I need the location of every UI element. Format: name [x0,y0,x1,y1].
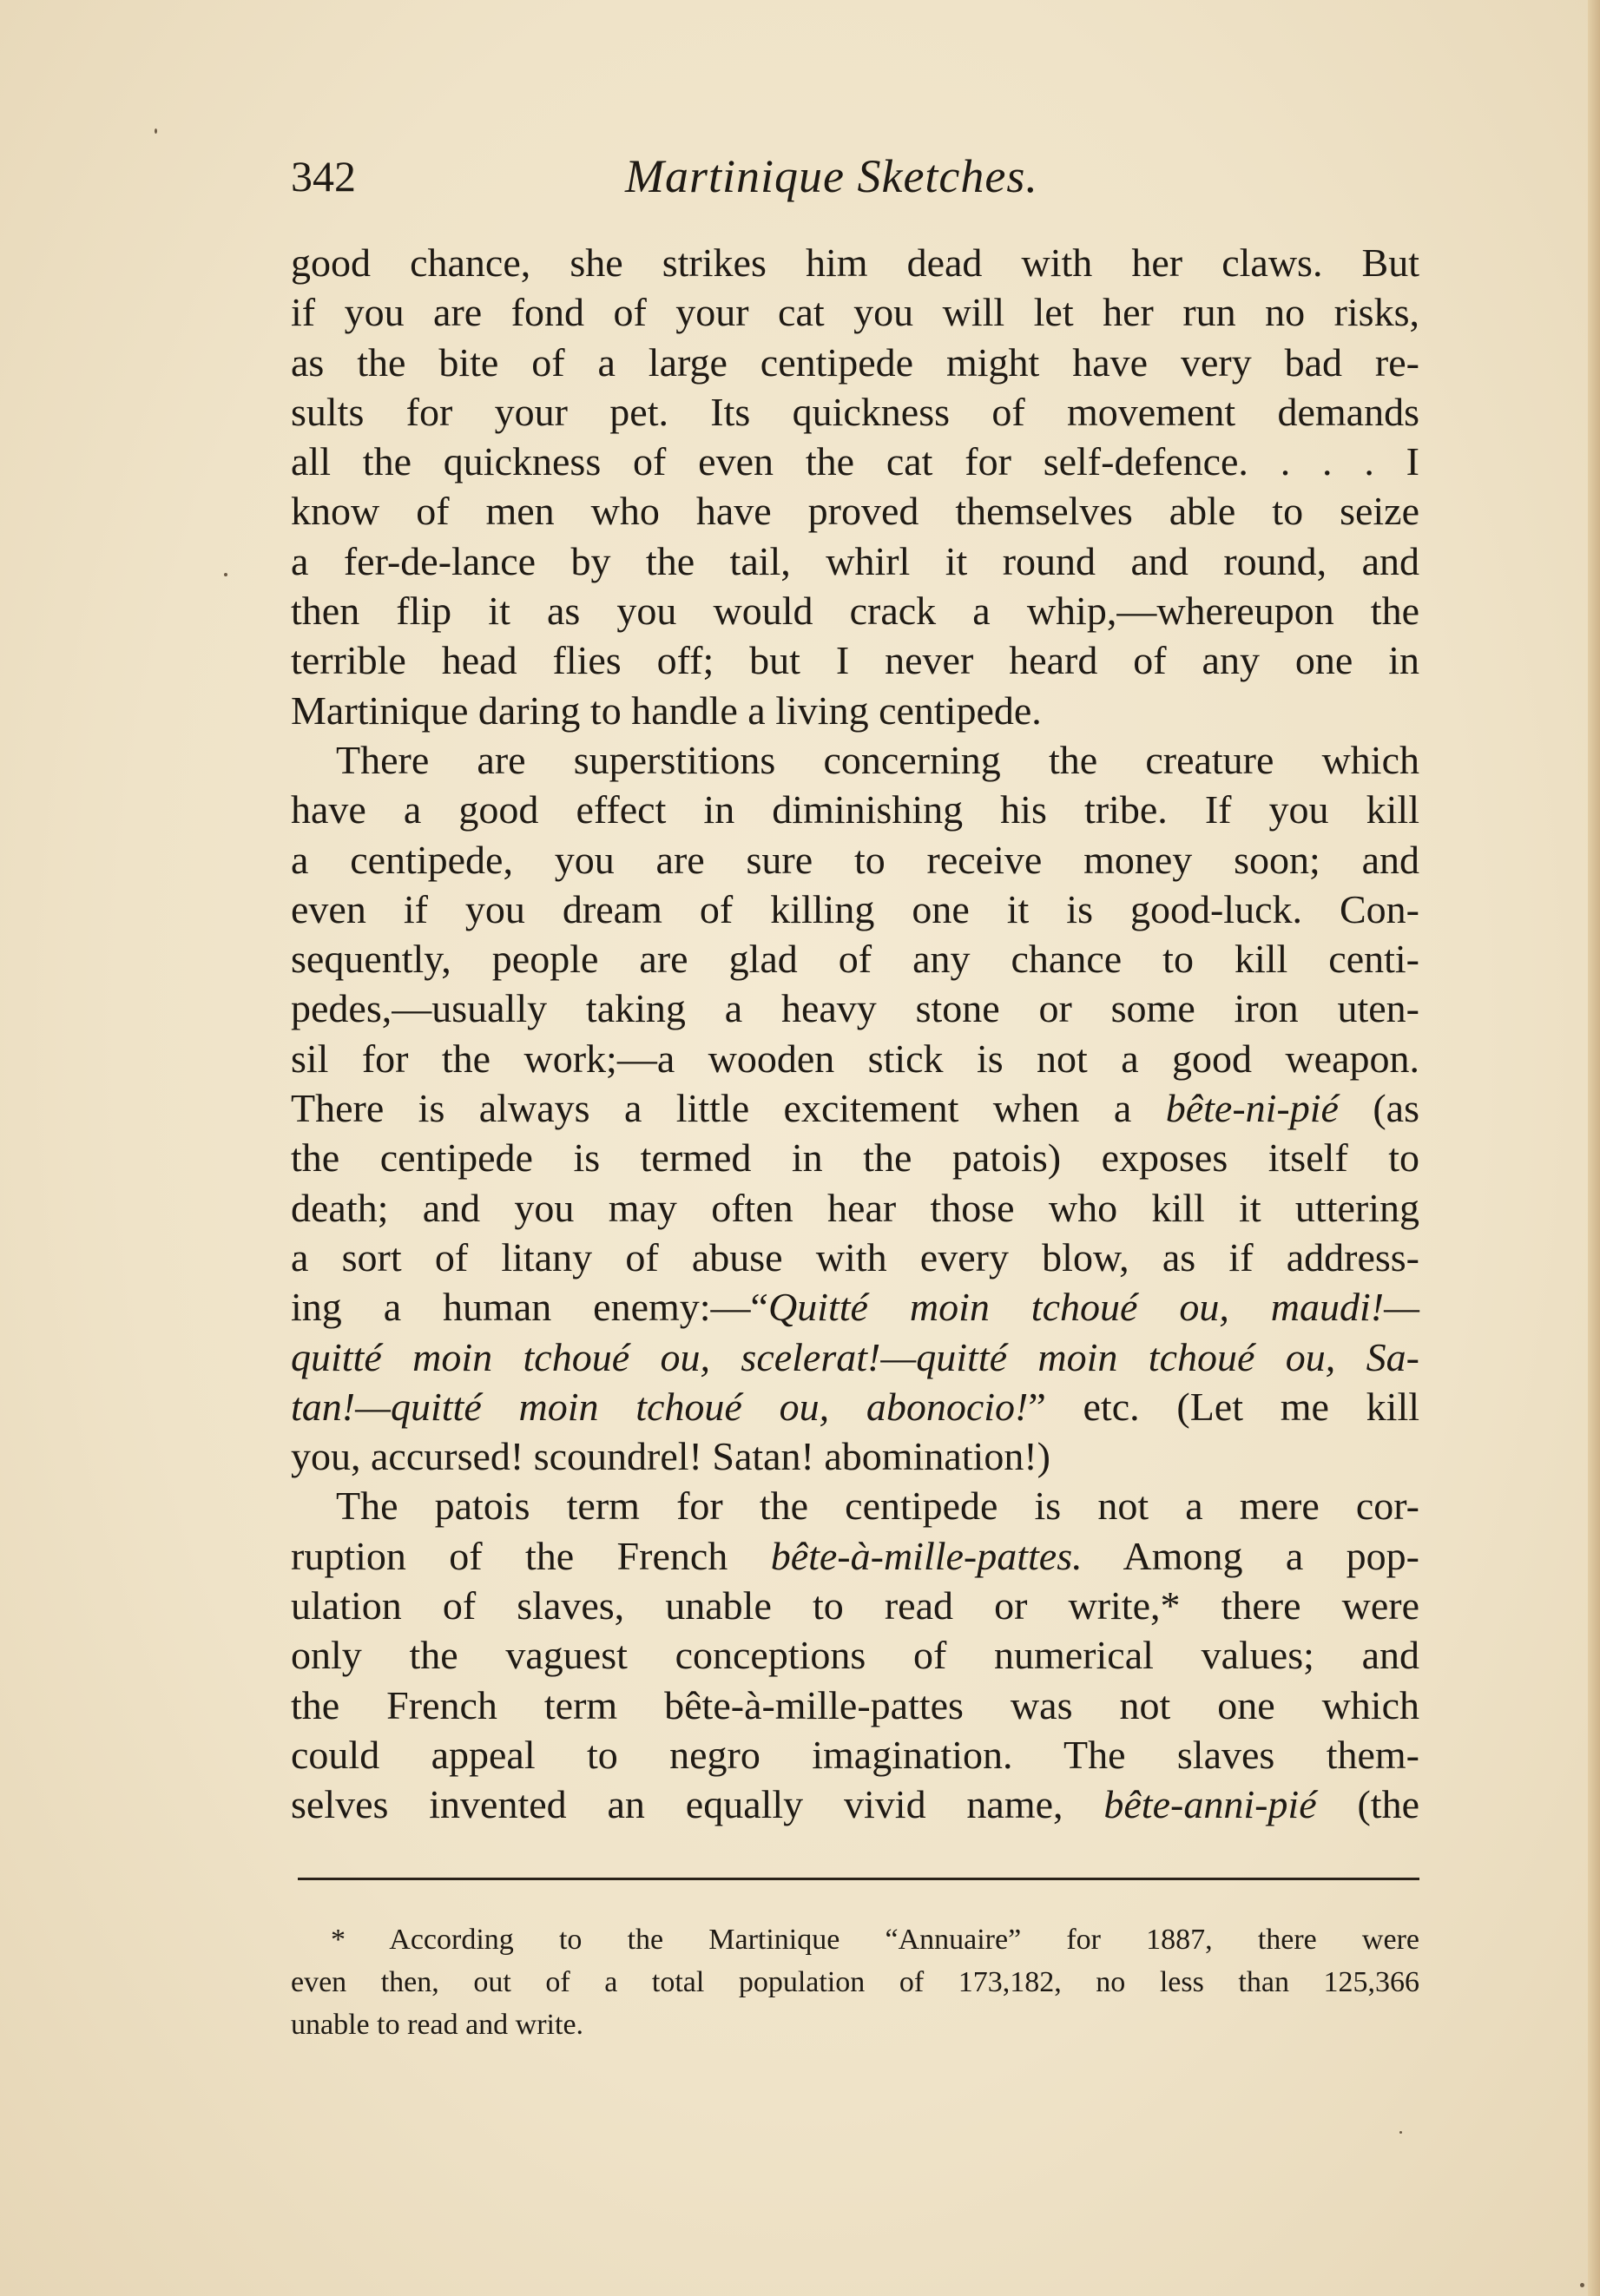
text-line: death; and you may often hear those who kill it uttering [291,1185,1419,1230]
text-line: ulation of slaves, unable to read or write,* there were [291,1583,1419,1628]
text-line [291,1332,1419,1382]
text-line: sults for your pet. Its quickness of movement demands [291,389,1419,434]
italic-term: bête-à-mille-pattes. [770,1533,1083,1578]
italic-term: bête-anni-pié [1103,1782,1317,1827]
text-line: Martinique daring to handle a living centipede. [291,687,1042,733]
text-line [291,1531,1419,1581]
text-run: ruption of the French [291,1533,771,1578]
footnote [291,1918,1419,2046]
text-line: if you are fond of your cat you will let her run no risks, [291,290,1419,335]
text-run: (the [1316,1782,1419,1827]
footnote-line: * According to the Martinique “Annuaire” for 1887, there were [331,1924,1419,1956]
text-line: know of men who have proved themselves able to seize [291,489,1419,534]
italic-term: tan!—quitté moin tchoué ou, abonocio! [291,1384,1029,1429]
italic-term: Quitté moin tchoué ou, maudi!— [767,1285,1419,1330]
footnote-line: even then, out of a total population of 173,182, no less than 125,366 [291,1966,1419,1998]
footnote-line: unable to read and write. [291,2009,584,2041]
text-line: could appeal to negro imagination. The slaves them- [291,1732,1419,1777]
text-line: sequently, people are glad of any chance to kill centi- [291,937,1419,982]
italic-term: bête-ni-pié [1165,1086,1339,1131]
text-line [291,1382,1419,1431]
text-run: There is always a little excitement when a [291,1086,1166,1131]
text-line: the French term bête-à-mille-pattes was not one which [291,1682,1419,1727]
text-line: only the vaguest conceptions of numerical values; and [291,1633,1419,1678]
italic-term: quitté moin tchoué ou, scelerat!—quitté moin tchoué ou, Sa- [291,1334,1419,1379]
text-line: a centipede, you are sure to receive money soon; and [291,837,1419,882]
text-line: pedes,—usually taking a heavy stone or some iron uten- [291,986,1419,1031]
text-line [291,1083,1419,1133]
text-line [291,1780,1419,1829]
text-line [291,1282,1419,1332]
text-line: terrible head flies off; but I never heard of any one in [291,638,1419,683]
text-line: as the bite of a large centipede might have very bad re- [291,339,1419,385]
text-line: you, accursed! scoundrel! Satan! abomination!) [291,1434,1050,1479]
text-line: There are superstitions concerning the creature which [336,737,1419,782]
text-line: then flip it as you would crack a whip,—whereupon the [291,589,1419,634]
paper-speck [1399,2131,1402,2134]
text-run: (as [1338,1086,1420,1131]
text-line: all the quickness of even the cat for self-defence. . . . I [291,439,1419,484]
text-run: Among a pop- [1082,1533,1419,1578]
paper-speck [1580,2283,1584,2287]
text-line: the centipede is termed in the patois) exposes itself to [291,1135,1419,1181]
text-line: good chance, she strikes him dead with her claws. But [291,240,1419,285]
text-line: even if you dream of killing one it is good-luck. Con- [291,886,1419,931]
running-head: Martinique Sketches. [625,150,1038,202]
text-line: The patois term for the centipede is not a mere cor- [336,1484,1419,1529]
footnote-rule [298,1878,1419,1880]
text-line: a sort of litany of abuse with every blow, as if address- [291,1234,1419,1280]
text-run: selves invented an equally vivid name, [291,1782,1104,1827]
paper-speck [224,573,227,576]
page-header [291,146,1419,207]
text-line: a fer-de-lance by the tail, whirl it round and round, and [291,538,1419,583]
text-line: sil for the work;—a wooden stick is not a good weapon. [291,1036,1419,1081]
text-line: have a good effect in diminishing his tribe. If you kill [291,787,1419,832]
paper-speck [155,128,157,134]
text-run: ing a human enemy:—“ [291,1285,768,1330]
page-edge-shadow [1588,0,1600,2296]
text-run: ” etc. (Let me kill [1028,1384,1420,1429]
body-text [291,238,1419,1830]
page-number: 342 [291,152,356,201]
